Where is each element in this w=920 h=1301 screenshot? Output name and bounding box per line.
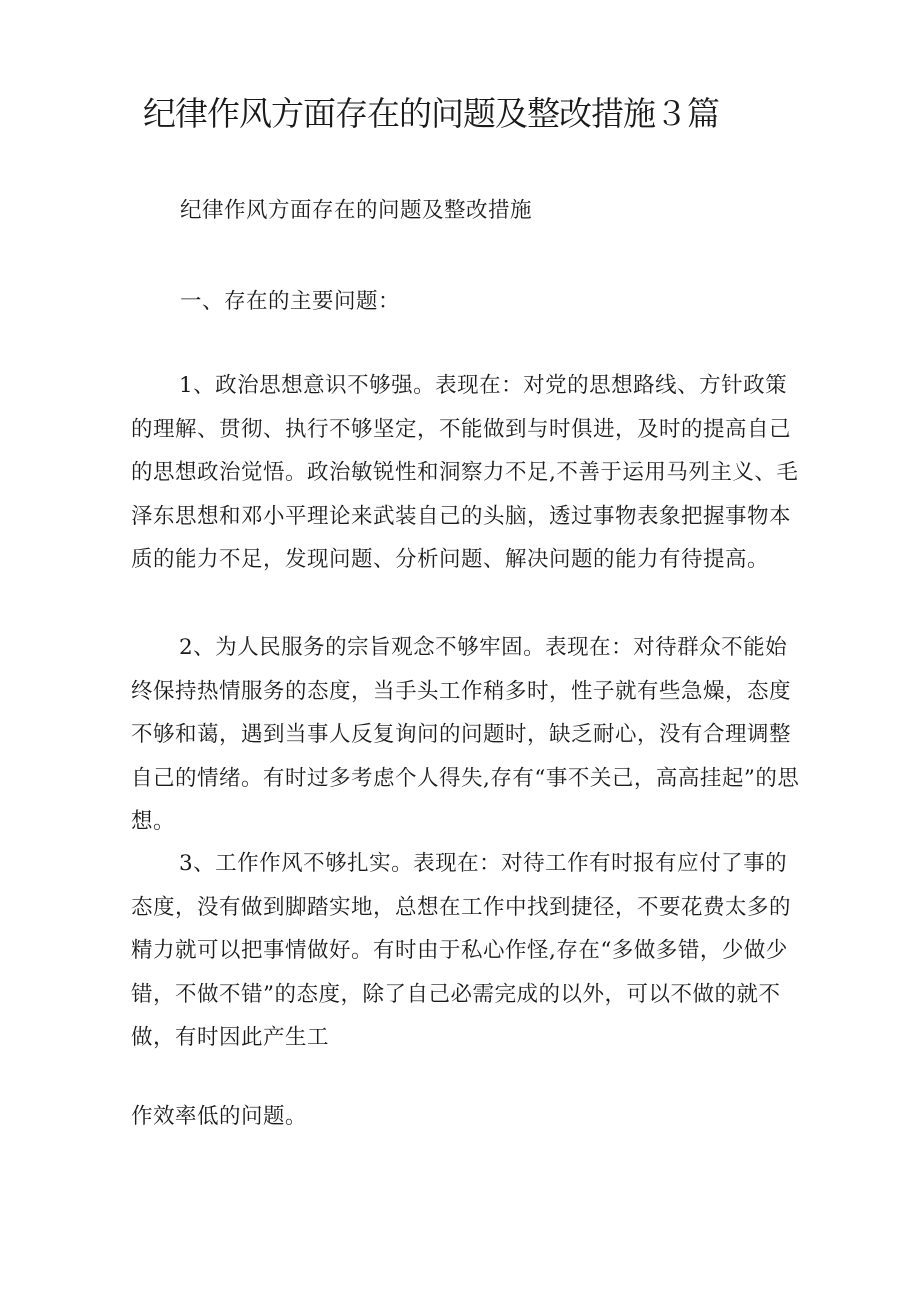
document-subtitle: 纪律作风方面存在的问题及整改措施: [180, 198, 533, 223]
section-heading: 一、存在的主要问题：: [180, 289, 401, 314]
paragraph-2: 2、为人民服务的宗旨观念不够牢固。表现在：对待群众不能始终保持热情服务的态度，当手头工作稍多时，性子就有些急燥，态度不够和蔼，遇到当事人反复询问的问题时，缺乏耐心，没有合理调整自己的情绪。有时过多考虑个人得失,存有“事不关己，高高挂起”的思想。: [131, 635, 800, 834]
paragraph-3: 3、工作作风不够扎实。表现在：对待工作有时报有应付了事的态度，没有做到脚踏实地，总想在工作中找到捷径，不要花费太多的精力就可以把事情做好。有时由于私心作怪,存在“多做多错，少做少错，不做不错”的态度，除了自己必需完成的以外，可以不做的就不做，有时因此产生工: [131, 851, 792, 1050]
paragraph-1: 1、政治思想意识不够强。表现在：对党的思想路线、方针政策的理解、贯彻、执行不够坚定，不能做到与时俱进，及时的提高自己的思想政治觉悟。政治敏锐性和洞察力不足,不善于运用马列主义、毛泽东思想和邓小平理论来武装自己的头脑，透过事物表象把握事物本质的能力不足，发现问题、分析问题、解决问题的能力有待提高。: [131, 373, 799, 572]
document-title: 纪律作风方面存在的问题及整改措施３篇: [143, 94, 719, 133]
paragraph-continuation: 作效率低的问题。: [131, 1104, 308, 1129]
